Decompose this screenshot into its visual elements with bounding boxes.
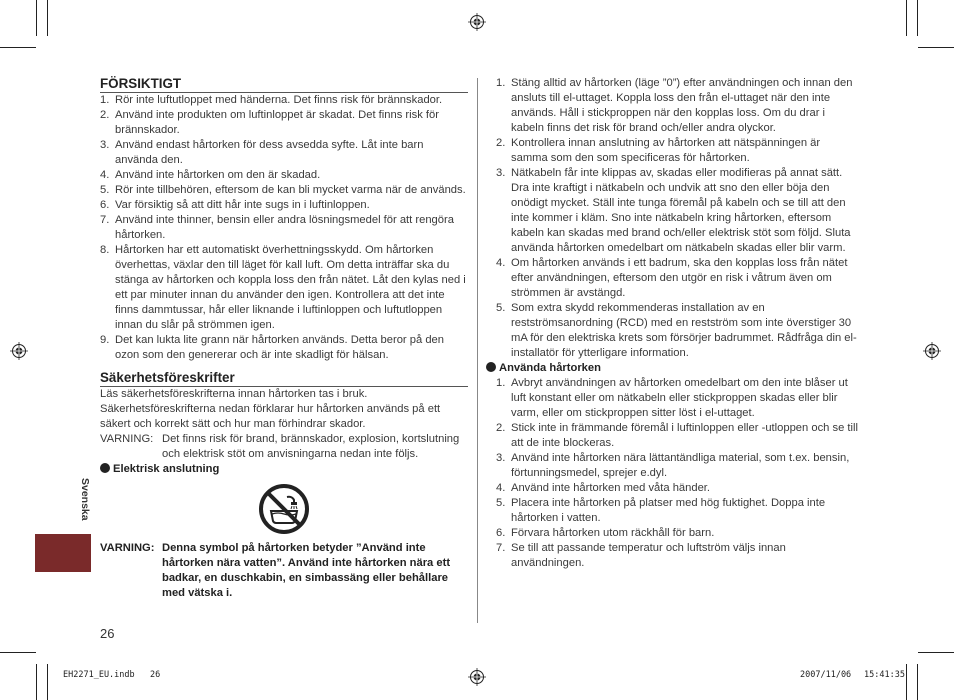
list-item-text: Använd inte hårtorken med våta händer. <box>511 482 711 494</box>
list-item-number: 6. <box>496 527 506 539</box>
crop-mark <box>918 47 954 48</box>
list-item-number: 1. <box>100 94 110 106</box>
list-item-number: 4. <box>496 257 506 269</box>
crop-mark <box>36 0 37 36</box>
list-item <box>100 213 468 243</box>
list-item <box>100 243 468 333</box>
list-item-text: Använd inte hårtorken om den är skadad. <box>115 169 321 181</box>
crop-mark <box>36 664 37 700</box>
list-item-number: 1. <box>496 377 506 389</box>
bullet-icon <box>486 362 496 372</box>
registration-mark-icon <box>10 342 28 360</box>
list-item <box>496 481 858 496</box>
footer-file: EH2271_EU.indb <box>63 670 135 680</box>
list-item-number: 7. <box>496 542 506 554</box>
crop-mark <box>906 0 907 36</box>
list-item <box>496 256 858 301</box>
use-list <box>496 376 858 571</box>
page-number: 26 <box>100 626 115 641</box>
list-item-text: Använd inte produkten om luftinloppet är skadat. Det finns risk för brännskador. <box>115 109 439 136</box>
list-item-number: 4. <box>496 482 506 494</box>
list-item-text: Använd inte thinner, bensin eller andra lösningsmedel för att rengöra hårtorken. <box>115 214 454 241</box>
electrical-list <box>496 76 858 361</box>
list-item <box>100 108 468 138</box>
crop-mark <box>906 664 907 700</box>
list-item-number: 5. <box>496 497 506 509</box>
symbol-warning-label: VARNING: <box>100 542 155 554</box>
list-item-number: 2. <box>496 137 506 149</box>
list-item <box>100 168 468 183</box>
symbol-warning-text: Denna symbol på hårtorken betyder ”Använd inte hårtorken nära vatten”. Använd inte hårtorken nära ett badkar, en duschkabin, en simbassäng eller behållare med vätska i. <box>162 542 451 599</box>
list-item-text: Som extra skydd rekommenderas installation av en restströmsanordning (RCD) med en restström som inte överstiger 30 mA för den elektriska krets som försörjer badrummet. Rådfråga din el-installatör för ytterligare information. <box>511 302 857 359</box>
caution-heading: FÖRSIKTIGT <box>100 76 468 93</box>
list-item-text: Var försiktig så att ditt hår inte sugs in i luftinloppen. <box>115 199 370 211</box>
no-water-symbol-icon <box>258 483 310 535</box>
list-item-text: Använd inte hårtorken nära lättantändliga material, som t.ex. bensin, förtunningsmedel, sprejer e.dyl. <box>511 452 850 479</box>
list-item <box>100 198 468 213</box>
crop-mark <box>918 652 954 653</box>
safety-intro-1: Läs säkerhetsföreskrifterna innan hårtorken tas i bruk. <box>100 388 368 400</box>
list-item <box>496 451 858 481</box>
crop-mark <box>47 664 48 700</box>
list-item <box>496 526 858 541</box>
right-column <box>496 76 858 571</box>
no-water-symbol-container <box>100 477 468 541</box>
registration-mark-icon <box>468 668 486 686</box>
list-item-number: 5. <box>100 184 110 196</box>
list-item-number: 8. <box>100 244 110 256</box>
list-item <box>496 76 858 136</box>
crop-mark <box>0 47 36 48</box>
list-item-text: Stick inte in främmande föremål i luftinloppen eller -utloppen och se till att de inte blockeras. <box>511 422 858 449</box>
safety-heading: Säkerhetsföreskrifter <box>100 370 468 387</box>
list-item-text: Rör inte luftutloppet med händerna. Det finns risk för brännskador. <box>115 94 443 106</box>
left-column <box>100 76 468 601</box>
list-item-number: 5. <box>496 302 506 314</box>
warning-text: Det finns risk för brand, brännskador, explosion, kortslutning och elektrisk stöt om anvisningarna nedan inte följs. <box>162 433 460 460</box>
column-divider <box>477 78 478 623</box>
list-item <box>496 301 858 361</box>
language-side-tab <box>35 534 91 572</box>
electrical-heading-text: Elektrisk anslutning <box>113 463 220 475</box>
language-side-label: Svenska <box>79 478 91 521</box>
list-item-number: 3. <box>496 452 506 464</box>
list-item <box>496 496 858 526</box>
warning-label: VARNING: <box>100 433 154 445</box>
list-item-text: Om hårtorken används i ett badrum, ska den kopplas loss från nätet efter användningen, eftersom den utgör en risk i våtrum även om strömmen är avstängd. <box>511 257 848 299</box>
list-item-text: Nätkabeln får inte klippas av, skadas eller modifieras på annat sätt. Dra inte kraftigt i nätkabeln och undvik att sno den eller böja den onödigt mycket. Ställ inte tunga föremål på kabeln och se till att den inte kommer i kläm. Sno inte nätkabeln kring hårtorken, eftersom kabeln kan skadas med brand och/eller elektrisk stöt som följd. Sluta använda hårtorken omedelbart om nätkabeln skadas eller blir varm. <box>511 167 851 254</box>
list-item <box>100 138 468 168</box>
list-item-number: 9. <box>100 334 110 346</box>
crop-mark <box>47 0 48 36</box>
list-item-number: 4. <box>100 169 110 181</box>
registration-mark-icon <box>468 13 486 31</box>
list-item-number: 2. <box>100 109 110 121</box>
list-item-text: Hårtorken har ett automatiskt överhettningsskydd. Om hårtorken överhettas, växlar den till läget för kall luft. Om detta inträffar ska du stänga av hårtorken och koppla loss den från nätet. Låt den kylas ned i ett par minuter innan du använder den igen. Kontrollera att det inte finns dammtussar, hår eller liknande i luftinloppen och luftutloppen innan du slår på strömmen igen. <box>115 244 466 331</box>
footer-page: 26 <box>150 670 161 680</box>
list-item <box>496 421 858 451</box>
list-item <box>100 333 468 363</box>
list-item <box>496 376 858 421</box>
list-item-text: Avbryt användningen av hårtorken omedelbart om den inte blåser ut luft konstant eller om nätkabeln eller stickproppen skadas eller blir varm, eller om stickproppen sitter löst i el-uttaget. <box>511 377 848 419</box>
use-heading-text: Använda hårtorken <box>499 362 601 374</box>
crop-mark <box>0 652 36 653</box>
list-item-number: 7. <box>100 214 110 226</box>
use-heading <box>486 361 858 376</box>
list-item-text: Rör inte tillbehören, eftersom de kan bli mycket varma när de används. <box>115 184 466 196</box>
symbol-warning <box>100 541 468 601</box>
list-item-number: 3. <box>100 139 110 151</box>
list-item <box>100 93 468 108</box>
list-item-text: Använd endast hårtorken för dess avsedda syfte. Låt inte barn använda den. <box>115 139 424 166</box>
list-item-number: 2. <box>496 422 506 434</box>
bullet-icon <box>100 463 110 473</box>
list-item-number: 1. <box>496 77 506 89</box>
safety-intro-2: Säkerhetsföreskrifterna nedan förklarar hur hårtorken används på ett säkert och korrekt sätt och hur man förhindrar skador. <box>100 403 441 430</box>
list-item-number: 6. <box>100 199 110 211</box>
footer-date: 2007/11/06 <box>800 670 852 680</box>
list-item <box>100 183 468 198</box>
list-item <box>496 166 858 256</box>
list-item-text: Det kan lukta lite grann när hårtorken används. Detta beror på den ozon som den genererar och är inte skadligt för hälsan. <box>115 334 444 361</box>
caution-list <box>100 93 468 363</box>
list-item-text: Placera inte hårtorken på platser med hög fuktighet. Doppa inte hårtorken i vatten. <box>511 497 826 524</box>
safety-warning <box>100 432 468 462</box>
list-item-text: Se till att passande temperatur och luftström väljs innan användningen. <box>511 542 786 569</box>
list-item <box>496 541 858 571</box>
list-item-text: Stäng alltid av hårtorken (läge ”0”) efter användningen och innan den ansluts till el-uttaget. Koppla loss den från el-uttaget när den inte används. Håll i stickproppen när den kopplas loss. Om du drar i kabeln finns det risk för brand och/eller andra olyckor. <box>511 77 853 134</box>
footer-time: 15:41:35 <box>864 670 905 680</box>
list-item-text: Förvara hårtorken utom räckhåll för barn. <box>511 527 715 539</box>
list-item-number: 3. <box>496 167 506 179</box>
list-item-text: Kontrollera innan anslutning av hårtorken att nätspänningen är samma som den som specificeras för hårtorken. <box>511 137 821 164</box>
crop-mark <box>917 0 918 36</box>
registration-mark-icon <box>923 342 941 360</box>
list-item <box>496 136 858 166</box>
electrical-connection-heading <box>100 462 468 477</box>
crop-mark <box>917 664 918 700</box>
